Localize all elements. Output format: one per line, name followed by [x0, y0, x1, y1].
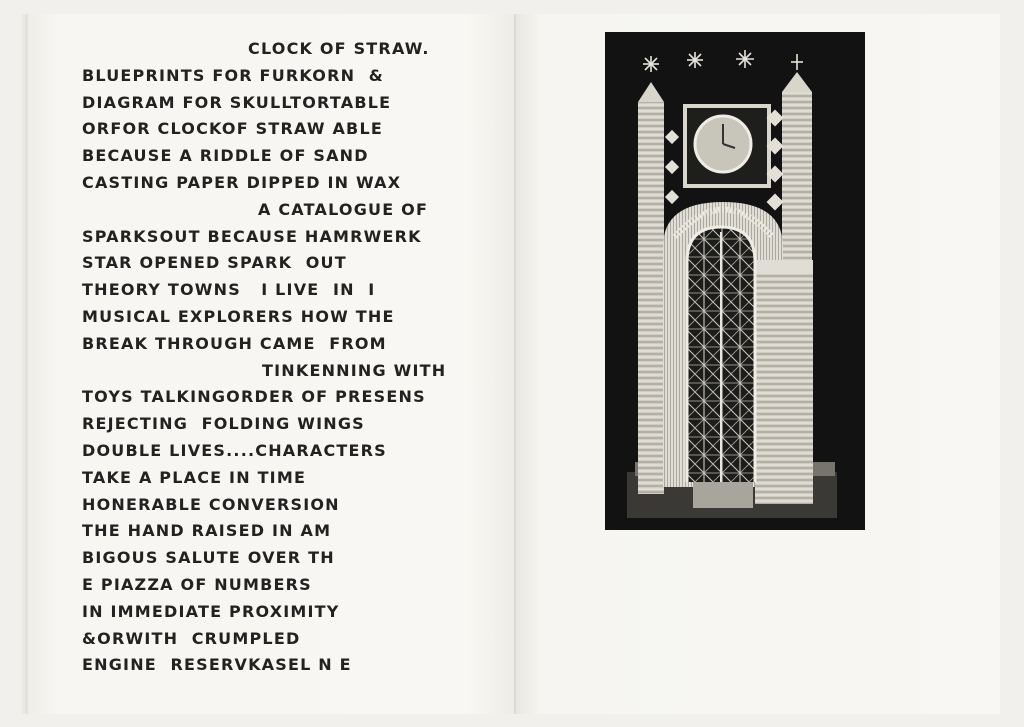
poem-line: CASTING PAPER DIPPED IN WAX	[82, 172, 402, 192]
poem-line: STAR OPENED SPARK OUT	[82, 253, 347, 273]
poem-line: TOYS TALKINGORDER OF PRESENS	[82, 387, 426, 407]
poem-line: THEORY TOWNS I LIVE IN I	[82, 280, 376, 300]
poem-line: ENGINE RESERVKASEL N E	[82, 655, 352, 675]
clock-tower-photo	[605, 32, 865, 530]
poem-line: SPARKSOUT BECAUSE HAMRWERK	[82, 226, 422, 246]
poem-line: DOUBLE LIVES....CHARACTERS	[82, 440, 387, 460]
poem-line: BIGOUS SALUTE OVER TH	[82, 548, 335, 568]
left-page	[28, 14, 516, 714]
poem-line: ORFOR CLOCKOF STRAW ABLE	[82, 119, 383, 139]
poem-line: BLUEPRINTS FOR FURKORN &	[82, 65, 384, 85]
poem-line: MUSICAL EXPLORERS HOW THE	[82, 306, 395, 326]
poem-line: A CATALOGUE OF	[258, 199, 429, 219]
poem-line: &ORWITH CRUMPLED	[82, 628, 301, 648]
poem-line: TINKENNING WITH	[262, 360, 447, 380]
poem-line: REJECTING FOLDING WINGS	[82, 414, 365, 434]
poem-line: TAKE A PLACE IN TIME	[82, 467, 307, 487]
poem-line: E PIAZZA OF NUMBERS	[82, 574, 312, 594]
straw-clock-tower-icon	[605, 32, 865, 530]
poem-line: IN IMMEDIATE PROXIMITY	[82, 601, 340, 621]
poem-line: BECAUSE A RIDDLE OF SAND	[82, 146, 369, 166]
poem-line: CLOCK OF STRAW.	[248, 39, 430, 58]
poem-line: THE HAND RAISED IN AM	[82, 521, 332, 541]
poem-line: BREAK THROUGH CAME FROM	[82, 333, 387, 353]
poem-text-block	[82, 36, 502, 679]
poem-line: DIAGRAM FOR SKULLTORTABLE	[82, 92, 392, 112]
poem-line: HONERABLE CONVERSION	[82, 494, 340, 514]
